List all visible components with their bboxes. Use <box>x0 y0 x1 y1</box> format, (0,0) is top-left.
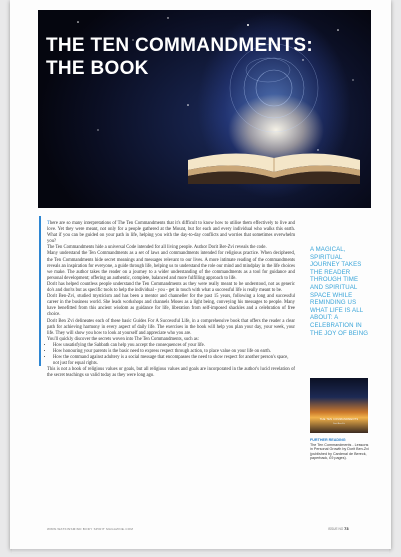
paragraph: Dorit Ben-Zvi, studied mysticism and has been a mentor and channeller for the past 15 years, following a long and successful career in the business world. She leads workshops and channels Moses as a light being, conveying his messages to people. Many have benefitted from this ancient wisdom as guidance for life, liberation from self-imposed shackles and a celebration of free choice. <box>47 294 295 318</box>
book-cover-author: Dorit Ben-Zvi <box>333 423 345 425</box>
page-title: THE TEN COMMANDMENTS: THE BOOK <box>46 35 314 79</box>
article-body <box>47 221 295 379</box>
list-item: • How the command against adultery is a social message that encompasses the need to show respect for another person's space, not just for equal rights. <box>53 355 295 367</box>
paragraph: There are so many interpretations of The Ten Commandments that it's difficult to know how to utilise them effectively to live and love. Yet they were meant, not only for a people gathered at the Mount, but for each and every individual who walks this earth. What if you can be guided on your path in life, helping you with the day-to-day conflicts and worries that sometimes overwhelm you? <box>47 221 295 245</box>
page-shadow <box>12 549 389 553</box>
pull-quote: A MAGICAL, SPIRITUAL JOURNEY TAKES THE READER THROUGH TIME AND SPIRITUAL SPACE WHILE REMINDING US WHAT LIFE IS ALL ABOUT: A CELEBRATION IN THE JOY OF BEING <box>310 246 369 337</box>
paragraph: This is not a book of religious values or goals, but all religious values and goals are incorporated in the author's lucid revelation of the secret teachings so valid today as they were long ago. <box>47 367 295 379</box>
accent-rule <box>39 216 41 366</box>
bullet-list <box>47 343 295 367</box>
paragraph: Many understand the Ten Commandments as a set of laws and commandments intended for religious practice. When deciphered, the Ten Commandments hide secret meanings and messages relevant to our lives. A more intimate reading of the commandments reveals an inspiration for everyone, a guide through life, helping us to understand the role our mind and mindplay in the life choices we make. The author takes the reader on a journey to a wider understanding of the commandments as a tool for guidance and personal development; offering an authentic, complete, balanced and more fulfilling approach to life. <box>47 251 295 281</box>
further-reading-heading: FURTHER READING <box>310 438 346 442</box>
book-cover-image <box>310 378 368 433</box>
list-item: • How unsatisfying the Sabbath can help you accept the consequences of your life. <box>53 343 295 349</box>
footer-issue <box>328 526 349 531</box>
footer-website: WWW.WATKINSMIND BODY SPIRIT MAGAZINE.COM <box>47 527 134 531</box>
hero-image <box>38 10 371 208</box>
magazine-page <box>10 0 391 549</box>
further-reading <box>310 438 372 461</box>
page-number: 73 <box>344 526 349 531</box>
list-item: • How honouring your parents is the basic need to express respect through action, to place value on your life on earth. <box>53 349 295 355</box>
paragraph: The Ten Commandments hide a universal Code intended for all living people. Author Dorit Ber-Zvi reveals the code. <box>47 245 267 251</box>
paragraph: You'll quickly discover the secrets woven into The Ten Commandments, such as: <box>47 336 199 342</box>
further-reading-text: The Ten Commandments - Lessons in Personal Growth by Dorit Ben-Zvi (published by Cardenal de Bereck, paperback, £9 pages). <box>310 442 369 461</box>
paragraph: Dorit Ben Zvi delineates each of these basic Guides For A Successful Life, in a comprehensive book that offers the reader a clear path for achieving harmony in every aspect of daily life. The exercises in the book will help you plan your day, your week, your life. They will show you how to look at yourself and appreciate who you are. <box>47 318 295 336</box>
issue-label: ISSUE NO <box>328 527 344 531</box>
paragraph: Dorit has helped countless people understand the Ten Commandments as they were really meant to be understood, not as generic do's and don'ts but as specific tools to help the individual - you - get in touch with what a successful life is really meant to be. <box>47 281 295 294</box>
book-cover-title: THE TEN COMMANDMENTS <box>319 418 359 421</box>
